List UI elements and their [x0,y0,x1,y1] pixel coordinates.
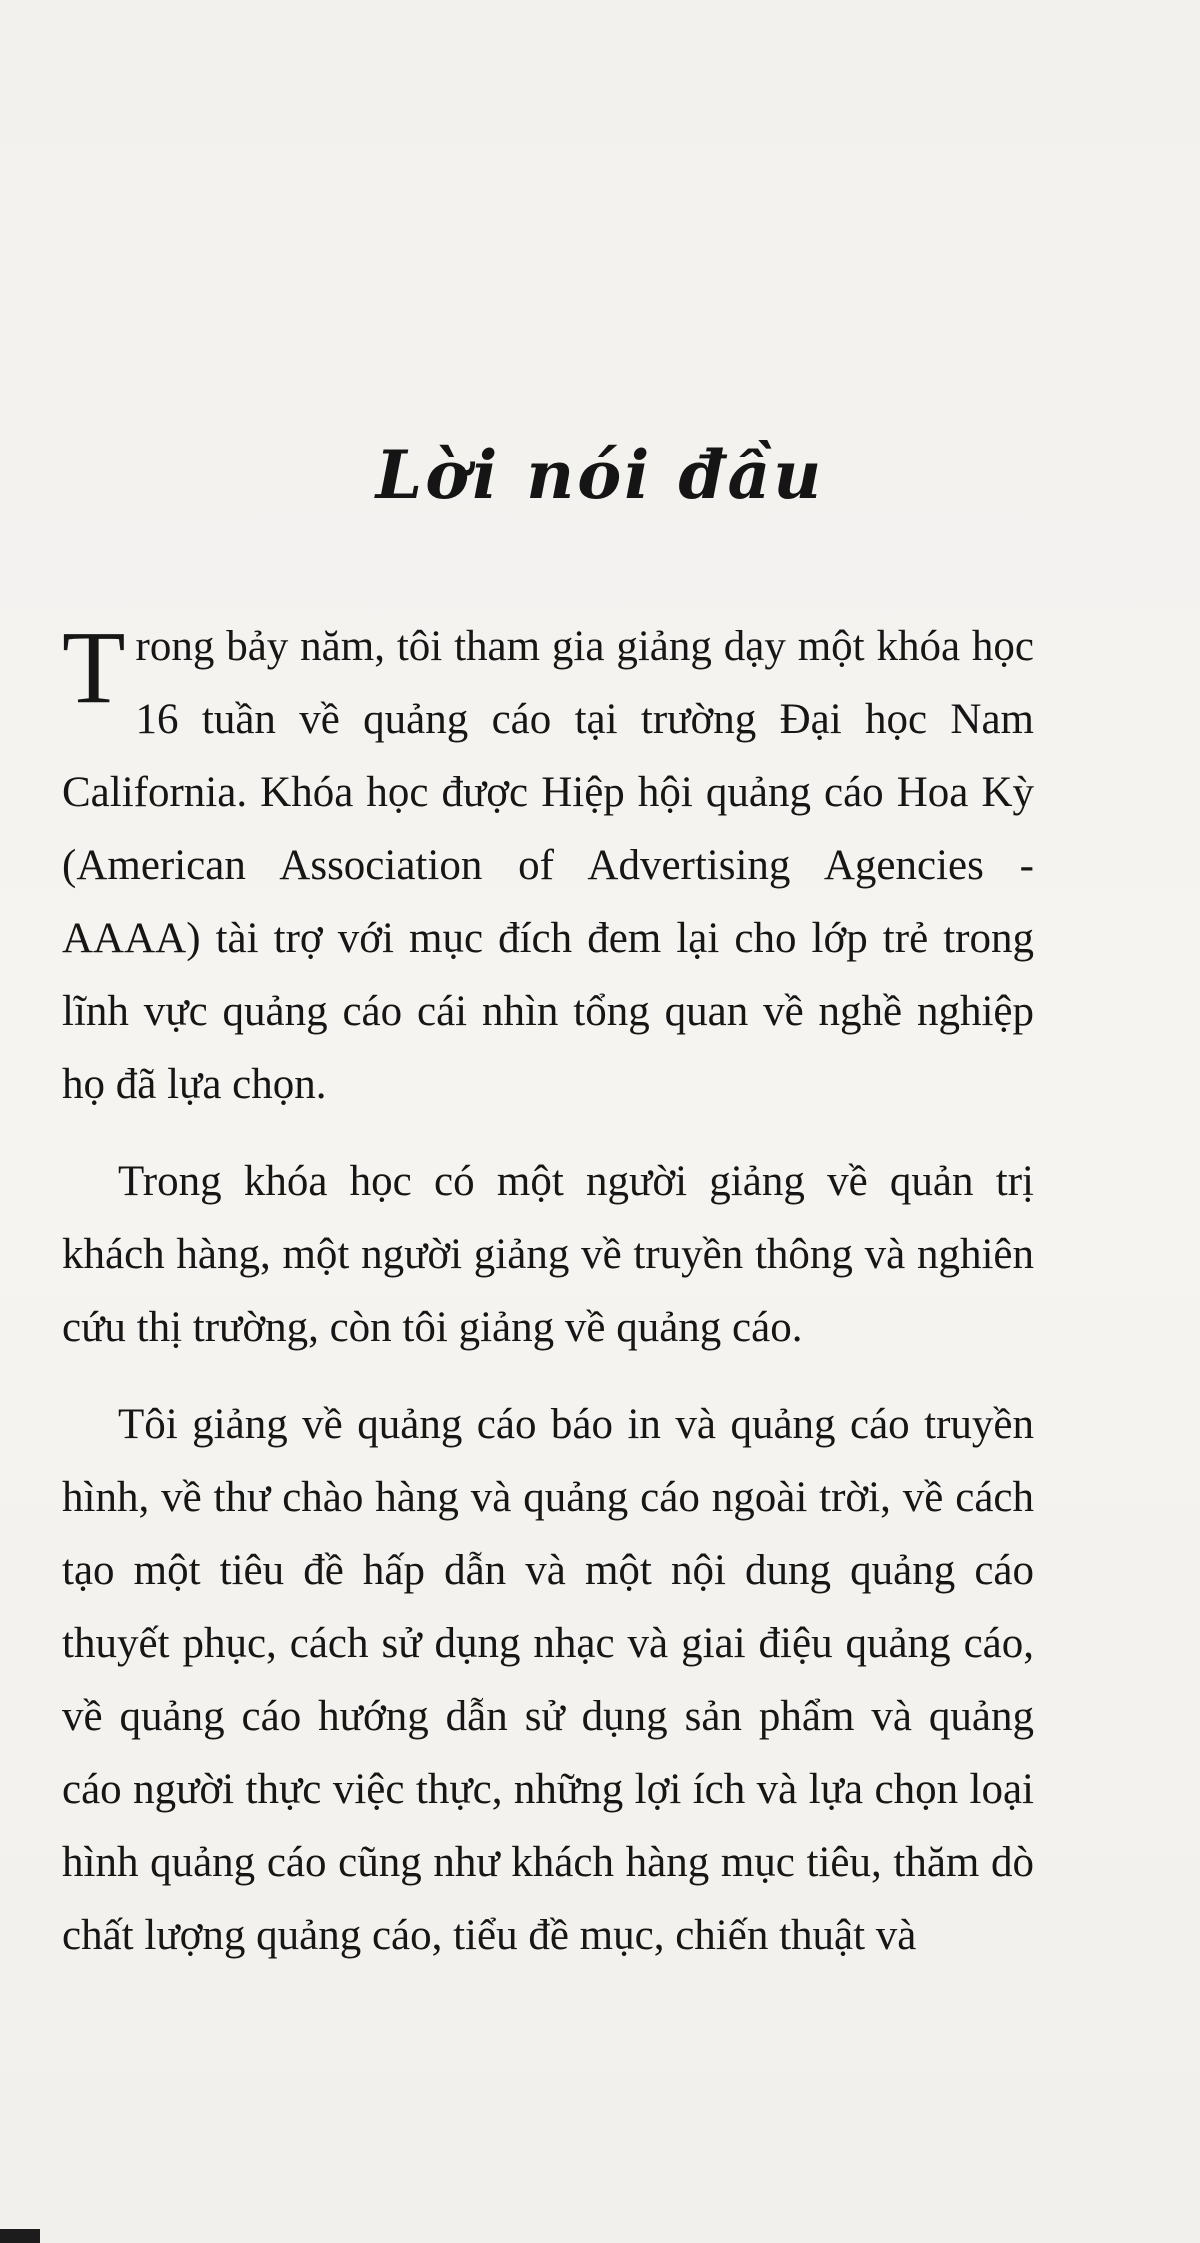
drop-cap: T [62,610,126,725]
paragraph-1 [62,610,1034,1121]
scan-edge-shadow [0,2229,40,2243]
paragraph-1-text: rong bảy năm, tôi tham gia giảng dạy một khóa học 16 tuần về quảng cáo tại trường Đại học Nam California. Khóa học được Hiệp hội quảng cáo Hoa Kỳ (American Association of Advertising Agencies - AAAA) tài trợ với mục đích đem lại cho lớp trẻ trong lĩnh vực quảng cáo cái nhìn tổng quan về nghề nghiệp họ đã lựa chọn. [62,623,1034,1108]
page-title: Lời nói đầu [375,436,825,515]
paragraph-2: Trong khóa học có một người giảng về quản trị khách hàng, một người giảng về truyền thông và nghiên cứu thị trường, còn tôi giảng về quảng cáo. [62,1158,1034,1351]
body-text [62,610,1034,1996]
paragraph-3: Tôi giảng về quảng cáo báo in và quảng cáo truyền hình, về thư chào hàng và quảng cáo ngoài trời, về cách tạo một tiêu đề hấp dẫn và một nội dung quảng cáo thuyết phục, cách sử dụng nhạc và giai điệu quảng cáo, về quảng cáo hướng dẫn sử dụng sản phẩm và quảng cáo người thực việc thực, những lợi ích và lựa chọn loại hình quảng cáo cũng như khách hàng mục tiêu, thăm dò chất lượng quảng cáo, tiểu đề mục, chiến thuật và [62,1401,1034,1959]
